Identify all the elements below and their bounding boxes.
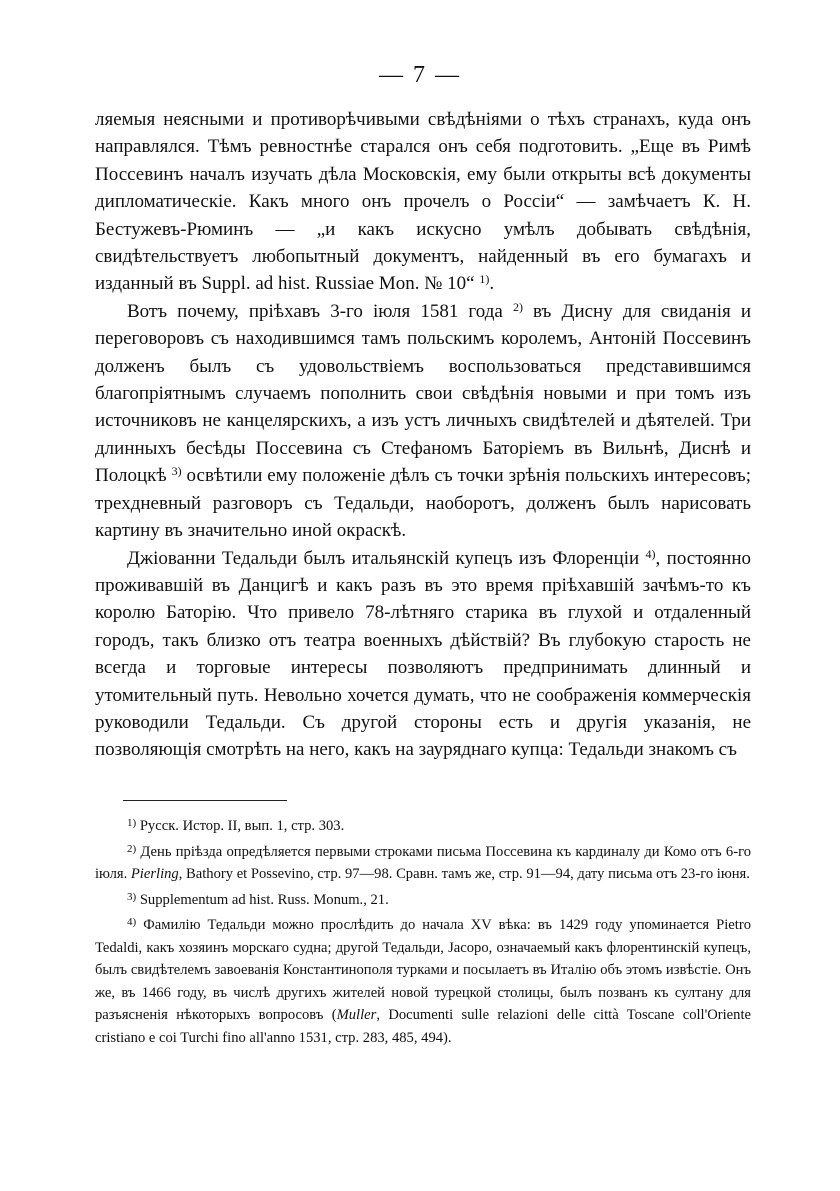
text-run: Джіованни Тедальди былъ итальянскій купецъ изъ Флоренціи bbox=[127, 547, 646, 569]
footnote bbox=[95, 911, 751, 1049]
footnote-mark: $^1$ ) bbox=[127, 817, 136, 829]
page-number: — 7 — bbox=[379, 62, 461, 88]
text-run: Русск. Истор. II, вып. 1, стр. 303. bbox=[136, 818, 345, 834]
author-name: Muller bbox=[336, 1007, 377, 1023]
footnote-mark: $^4$ ) bbox=[127, 916, 136, 928]
text-run: Supplementum ad hist. Russ. Monum., 21. bbox=[136, 891, 389, 908]
text-run: Фамилію Тедальди можно прослѣдить до начала XV вѣка: въ 1429 году упоминается Pietro Tedaldi, какъ хозяинъ морскаго судна; другой Тедальди, Jacopo, означаемый какъ флорентинскій купецъ, былъ свидѣтелемъ завоеванія Константинополя турками и посылаетъ въ Италію объ этомъ извѣстіе. Онъ же, въ 1466 году, въ числѣ другихъ жителей новой турецкой столицы, былъ позванъ къ султану для разъясненія нѣкоторыхъ вопросовъ ( bbox=[95, 917, 751, 1023]
footnote-reference: $^1$ ) bbox=[479, 272, 489, 286]
text-run: , Documenti sulle relazioni delle città Toscane coll'Oriente cristiano e coi Turchi fino all'anno 1531, стр. 283, 485, 494). bbox=[95, 1007, 751, 1046]
footnote-mark: $^2$ ) bbox=[127, 843, 136, 855]
text-run: Вотъ почему, пріѣхавъ 3-го іюля 1581 года bbox=[127, 300, 513, 322]
text-run: , Bathory et Possevino, стр. 97—98. Сравн. тамъ же, стр. 91—94, дату письма отъ 23-го іюня. bbox=[178, 866, 750, 882]
paragraph bbox=[95, 106, 751, 298]
footnote-reference: $^3$ ) bbox=[172, 464, 182, 478]
text-run: въ Дисну для свиданія и переговоровъ съ находившимся тамъ польскимъ королемъ, Антоній Поссевинъ долженъ былъ съ удовольствіемъ воспользоваться представившимся благопріятнымъ случаемъ пополнить свои свѣдѣнія новыми и при томъ изъ источниковъ не канцелярскихъ, а изъ устъ личныхъ свидѣтелей и дѣятелей. Три длинныхъ бесѣды Поссевина съ Стефаномъ Баторіемъ въ Вильнѣ, Диснѣ и Полоцкѣ bbox=[95, 300, 751, 487]
footnote bbox=[95, 838, 751, 886]
footnote bbox=[95, 812, 751, 838]
main-text bbox=[95, 106, 751, 764]
text-run: освѣтили ему положеніе дѣлъ съ точки зрѣнія польскихъ интересовъ; трехдневный разговоръ съ Тедальди, наоборотъ, долженъ былъ нарисовать картину въ значительно иной окраскѣ. bbox=[95, 465, 752, 542]
footnote-mark: $^3$ ) bbox=[127, 891, 136, 903]
footnote bbox=[95, 886, 751, 912]
footnote-reference: $^4$ ) bbox=[646, 547, 656, 561]
footnote-separator bbox=[123, 800, 287, 801]
text-run: ляемыя неясными и противорѣчивыми свѣдѣніями о тѣхъ странахъ, куда онъ направлялся. Тѣмъ ревностнѣе старался онъ себя подготовить. „Еще въ Римѣ Поссевинъ началъ изучать дѣла Московскія, ему были открыты всѣ документы дипломатическіе. Какъ много онъ прочелъ о Россіи“ — замѣчаетъ К. Н. Бестужевъ-Рюминъ — „и какъ искусно умѣлъ добывать свѣдѣнія, свидѣтельствуетъ любопытный документъ, найденный въ его бумагахъ и изданный въ Suppl. ad hist. Russiae Mon. № 10“ bbox=[95, 109, 751, 295]
text-run: День пріѣзда опредѣляется первыми строками письма Поссевина къ кардиналу ди Комо отъ 6-го іюля. bbox=[95, 843, 751, 882]
author-name: Pierling bbox=[130, 866, 179, 882]
footnote-reference: $^2$ ) bbox=[513, 300, 523, 314]
paragraph bbox=[95, 298, 751, 545]
text-run: . bbox=[489, 273, 495, 295]
paragraph bbox=[95, 545, 751, 764]
text-run: , постоянно проживавшій въ Данцигѣ и какъ разъ въ это время пріѣхавшій зачѣмъ-то къ королю Баторію. Что привело 78-лѣтняго старика въ глухой и отдаленный городъ, такъ близко отъ театра военныхъ дѣйствій? Въ глубокую старость не всегда и торговые интересы позволяютъ предпринимать длинный и утомительный путь. Невольно хочется думать, что не соображенія коммерческія руководили Тедальди. Съ другой стороны есть и другія указанія, не позволяющія смотрѣть на него, какъ на зауряднаго купца: Тедальди знакомъ съ bbox=[95, 547, 751, 761]
footnotes bbox=[95, 812, 751, 1049]
